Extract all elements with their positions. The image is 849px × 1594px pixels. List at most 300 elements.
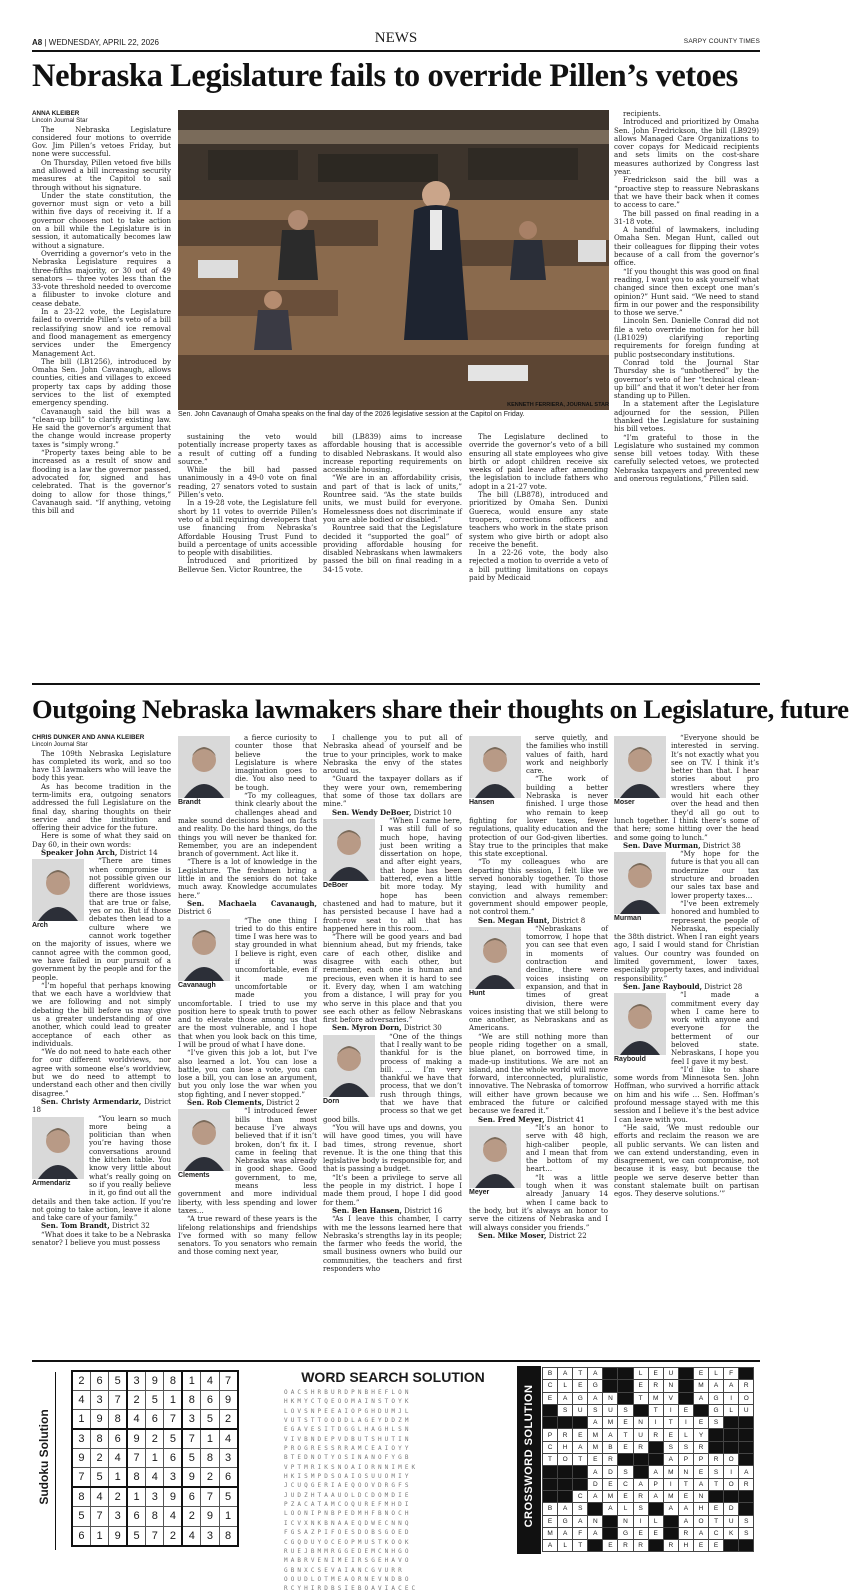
paragraph: The bill passed on final reading in a 31-18 vote. xyxy=(614,208,759,226)
sudoku-cell: 3 xyxy=(219,1449,237,1468)
crossword-cell: B xyxy=(543,1503,558,1515)
paragraph: “When I came here, I was still full of so much hope, having just been writing a dissertation on hope, and after eight years, that hope has been battered, even a little bit more today. My hope has been chastened and had to mature, but it has persisted because I have had a front-row seat to all that has happened here in this room… xyxy=(323,815,462,933)
wordsearch-row: OOUDLOTMEAORNEVNDBO xyxy=(284,1575,412,1583)
crossword-cell: A xyxy=(588,1490,603,1502)
paragraph: “We are still nothing more than people riding together on a small, blue planet, on borrowed time, in made-up institutions. We are not an island, and the whole world will move forward, interconnected, pluralistic, innovative. The Nebraska of tomorrow will either have grown because we embraced the future or calcified because we feared it.” xyxy=(469,1031,608,1116)
crossword-cell xyxy=(739,1417,754,1429)
crossword-label: CROSSWORD SOLUTION xyxy=(517,1366,541,1554)
crossword-cell: R xyxy=(558,1429,573,1441)
wordsearch-row: PZACATAMCOQUREFMHDI xyxy=(284,1501,412,1509)
paragraph: The bill (LB878), introduced and prioritized by Omaha Sen. Dunixi Guereca, would ensure any state troopers, corrections officers and teachers who work in the state prison system who give birth or adopt also receive the benefit. xyxy=(469,490,608,549)
sudoku-cell: 6 xyxy=(182,1487,200,1506)
brandt-headshot xyxy=(178,736,230,807)
crossword-cell xyxy=(603,1527,618,1539)
arch-headshot xyxy=(32,859,84,930)
wordsearch-row: VUTSTTOODDLAGEYDDZM xyxy=(284,1417,412,1425)
paragraph: “Guard the taxpayer dollars as if they were your own, remembering that some of those tax dollars are mine.” xyxy=(323,774,462,809)
paragraph: “We do not need to hate each other for our different worldviews, nor agree with someone else’s worldview, but we do need to attempt to understand each other and then civilly disagree.” xyxy=(32,1047,171,1098)
paragraph: “The one thing I tried to do this entire time I was here was to stay grounded in what I believe is right, even if it was uncomfortable, even if it made me uncomfortable or made you uncomfortable. I tried to use my position here to speak truth to power and to elevate those among us that are the most vulnerable, and I hope that when you look back on this time, I will be proud of what I have done. xyxy=(178,915,317,1049)
paragraph: “The work of building a better Nebraska is never finished. I urge those who remain to keep fighting for lower taxes, fewer regulations, quality education and the protection of our God-given liberties. Stay true to the principles that make this state exceptional. xyxy=(469,774,608,859)
crossword-cell: R xyxy=(663,1540,678,1552)
sudoku-cell: 2 xyxy=(127,1390,145,1409)
sudoku-cell: 1 xyxy=(182,1371,200,1390)
crossword-cell: S xyxy=(573,1503,588,1515)
crossword-cell xyxy=(633,1404,648,1416)
story2-col5: Moser “Everyone should be interested in serving. It’s not exactly what you see on TV. I think it’s better than that. I hear stories about pro wrestlers where they would hit each other over the head and then they’d all go out to lunch together. I think there’s some of that here; some hitting over the head and some going to lunch.” Sen. Dave Murman, District 38 Murman “My hope for the future is that you all can modernize our tax structure and broaden our sales tax base and lower property taxes… “I’ve been extremely honored and humbled to represent the people of Nebraska, especially the 38th district. When I ran eight years ago, I said I would stand for Christian values. Our country was founded on limited government, lower taxes, especially property taxes, and individual responsibility.” Sen. Jane Raybould, District 28 Raybould “I made a commitment every day when I came here to work with anyone and everyone for the betterment of our beloved state. Nebraskans, I hope you feel I gave it my best. “I’d like to share some words from Minnesota Sen. John Hoffman, who survived a horrific attack on him and his wife … Sen. Hoffman’s profound message stayed with me this session and I believe it’s the best advice I can leave with you. “He said, ‘We must redouble our efforts and reclaim the reason we are all public servants. We can listen and we can extend understanding, even in disagreement, we can compromise, not because it is easy, but because the people we serve deserve better than constant stalemate built on partisan egos. They deserve solutions.’” xyxy=(614,733,759,1199)
crossword-cell: D xyxy=(724,1503,739,1515)
paragraph: “He said, ‘We must redouble our efforts and reclaim the reason we are all public servants. We can listen and we can extend understanding, even in disagreement, we can compromise, not because it is easy, but because the people we serve deserve better than constant stalemate built on partisan egos. They deserve solutions.’” xyxy=(614,1122,759,1199)
story2-col1: CHRIS DUNKER AND ANNA KLEIBER Lincoln Journal Star The 109th Nebraska Legislature has completed its work, and so too have 13 lawmakers who will leave the body this year. As has become tradition in the term-limits era, outgoing senators addressed the full Legislature on the final day, sharing thoughts on their service and the institution and offering their advice for the future. Here is some of what they said on Day 60, in their own words: Speaker John Arch, District 14 Arch “There are times when compromise is not possible given our different worldviews, there are those issues that are true or false, yes or no. But if those debates then lead to a culture where we cannot work together on the majority of issues, where we cannot agree with the common good, we have failed in our pursuit of a government by the people and for the people. “I’m hopeful that perhaps knowing that we each have a worldview that we are following and not simply debating the bill before us may give us a greater understanding of one another, which could lead to greater acceptance of each other as individuals. “We do not need to hate each other for our different worldviews, nor agree with someone else’s worldview, but we do need to attempt to understand each other and then civilly disagree.” Sen. Christy Armendariz, District 18 Armendariz “You learn so much more being a politician than when you’re having those conversations around the kitchen table. You know very little about what’s really going on so if you really believe in it, go find out all the details and then take action. If you’re not going to take action, leave it alone and take care of your family.” Sen. Tom Brandt, District 32 “What does it take to be a Nebraska senator? I believe you must possess xyxy=(32,734,171,1248)
crossword-cell: A xyxy=(588,1466,603,1478)
sudoku-cell: 5 xyxy=(201,1410,219,1429)
sudoku-cell: 2 xyxy=(201,1468,219,1487)
crossword-cell: C xyxy=(618,1478,633,1490)
paragraph: “I’d like to share some words from Minnesota Sen. John Hoffman, who survived a horrific attack on him and his wife … Sen. Hoffman’s profound message stayed with me this session and I believe it’s the best advice I can leave with you. xyxy=(614,1064,759,1124)
sudoku-cell: 6 xyxy=(201,1390,219,1409)
crossword-cell: T xyxy=(543,1454,558,1466)
sudoku-cell: 8 xyxy=(182,1390,200,1409)
sudoku-cell: 3 xyxy=(72,1429,90,1448)
byline-affiliation: Lincoln Journal Star xyxy=(32,117,88,124)
crossword-cell xyxy=(618,1454,633,1466)
byline: ANNA KLEIBER xyxy=(32,110,80,117)
crossword-cell: S xyxy=(709,1417,724,1429)
paragraph: “If you thought this was good on final reading, I want you to ask yourself what changed since then except one man’s opinion?” Hunt said. “We need to stand firm in our power and the responsibility to those we serve.” xyxy=(614,266,759,318)
murman-headshot xyxy=(614,852,666,923)
crossword-cell: A xyxy=(693,1392,708,1404)
crossword-cell xyxy=(543,1417,558,1429)
paragraph: “Property taxes being able to be increased as a result of snow and flooding is a law the governor passed, advocated for, signed and has celebrated. That is the governor’s doing to allow for those things,” Cavanaugh said. “If anything, vetoing this bill and xyxy=(32,448,171,516)
crossword-cell: S xyxy=(663,1441,678,1453)
crossword-cell: A xyxy=(573,1441,588,1453)
wordsearch-row: JUDZHTAAUOLDCDOMDIE xyxy=(284,1491,412,1499)
crossword-cell: R xyxy=(633,1540,648,1552)
sudoku-cell: 1 xyxy=(90,1526,108,1545)
sudoku-cell: 7 xyxy=(90,1507,108,1526)
crossword-cell: N xyxy=(603,1392,618,1404)
crossword-cell: I xyxy=(678,1417,693,1429)
crossword-cell xyxy=(678,1368,693,1380)
sudoku-cell: 9 xyxy=(146,1371,164,1390)
sudoku-cell: 8 xyxy=(219,1526,237,1545)
sudoku-cell: 5 xyxy=(72,1507,90,1526)
crossword-cell xyxy=(739,1429,754,1441)
crossword-cell xyxy=(739,1503,754,1515)
legislature-photo xyxy=(178,110,609,410)
hansen-name-label: Hansen xyxy=(469,799,495,806)
crossword-cell: S xyxy=(709,1466,724,1478)
paragraph: “I’ve given this job a lot, but I’ve also learned a lot. You can lose a battle, you can lose a vote, you can lose a bill, you can lose an argument, but you only lose the war when you stop fighting, and I never stopped.” xyxy=(178,1048,317,1099)
sudoku-cell: 2 xyxy=(90,1449,108,1468)
crossword-cell: E xyxy=(693,1466,708,1478)
crossword-cell: E xyxy=(573,1380,588,1392)
crossword-cell: R xyxy=(648,1429,663,1441)
wordsearch-row: LOONIPNBPEDMHFBNOCH xyxy=(284,1510,412,1518)
crossword-cell: E xyxy=(618,1417,633,1429)
crossword-cell xyxy=(739,1368,754,1380)
paragraph: The Nebraska Legislature considered four motions to override Gov. Jim Pillen’s vetoes Friday, but none were successful. xyxy=(32,124,171,159)
paragraph: “There is a lot of knowledge in the Legislature. The freshmen bring a little in and the seniors do not take much away. Knowledge accumulates here.” xyxy=(178,857,317,900)
crossword-cell xyxy=(693,1404,708,1416)
sudoku-cell: 4 xyxy=(90,1487,108,1506)
paragraph: A handful of lawmakers, including Omaha Sen. Megan Hunt, called out their colleagues for flipping their votes because of a call from the governor’s office. xyxy=(614,225,759,268)
sudoku-cell: 8 xyxy=(109,1410,127,1429)
paragraph: Cavanaugh said the bill was a “clean-up bill” to clarify existing law. He said the governor’s argument that the change would increase property taxes is “simply wrong.” xyxy=(32,406,171,449)
crossword-cell: L xyxy=(618,1503,633,1515)
crossword-cell: S xyxy=(558,1404,573,1416)
paragraph: “There are times when compromise is not possible given our different worldviews, there are those issues that are true or false, yes or no. But if those debates then lead to a culture where we cannot work together on the majority of issues, where we cannot agree with the common good, we have failed in our pursuit of a government by the people and for the people. xyxy=(32,856,171,982)
crossword-cell xyxy=(558,1417,573,1429)
meyer-headshot xyxy=(469,1126,521,1197)
deboer-headshot xyxy=(323,819,375,890)
raybould-name-label: Raybould xyxy=(614,1056,646,1064)
paragraph: recipients. xyxy=(623,109,661,118)
crossword-cell: N xyxy=(678,1466,693,1478)
sudoku-cell: 6 xyxy=(164,1449,182,1468)
crossword-cell: L xyxy=(558,1380,573,1392)
paragraph: “What does it take to be a Nebraska senator? I believe you must possess xyxy=(32,1229,171,1248)
sudoku-cell: 2 xyxy=(146,1429,164,1448)
sudoku-cell: 5 xyxy=(146,1390,164,1409)
sudoku-cell: 6 xyxy=(219,1468,237,1487)
crossword-cell: E xyxy=(618,1490,633,1502)
sudoku-cell: 7 xyxy=(219,1371,237,1390)
paragraph: “My hope for the future is that you all can modernize our tax structure and broaden our sales tax base and lower property taxes… xyxy=(671,849,759,900)
paragraph: “I’m hopeful that perhaps knowing that we each have a worldview that we are following and not simply debating the bill before us may give us a greater understanding of one another, which could lead to greater acceptance of each other as individuals. xyxy=(32,980,171,1048)
paragraph: “It’s been a privilege to serve all the people in my district. I hope I made them proud, I hope I did good for them.” xyxy=(323,1172,462,1207)
wordsearch-row: CGQDUYOCEOPMUSTKOOK xyxy=(284,1538,412,1546)
crossword-cell: O xyxy=(558,1454,573,1466)
sudoku-cell: 6 xyxy=(90,1371,108,1390)
crossword-cell: T xyxy=(709,1515,724,1527)
crossword-cell xyxy=(709,1429,724,1441)
crossword-cell: A xyxy=(663,1503,678,1515)
crossword-cell: E xyxy=(618,1441,633,1453)
sudoku-cell: 2 xyxy=(219,1410,237,1429)
crossword-cell xyxy=(724,1441,739,1453)
crossword-cell: R xyxy=(633,1441,648,1453)
crossword-cell: U xyxy=(724,1515,739,1527)
sudoku-cell: 4 xyxy=(201,1371,219,1390)
wordsearch-row: PROGRESSRRAMCEAIOYY xyxy=(284,1445,412,1453)
crossword-cell xyxy=(648,1454,663,1466)
crossword-cell: T xyxy=(633,1392,648,1404)
crossword-cell: G xyxy=(709,1392,724,1404)
crossword-cell: I xyxy=(633,1515,648,1527)
crossword-cell: S xyxy=(618,1466,633,1478)
crossword-cell xyxy=(573,1417,588,1429)
crossword-cell: E xyxy=(573,1429,588,1441)
paragraph: “As I leave this chamber, I carry with me the lessons learned here that Nebraska’s strengths lay in its people; the farmer who feeds the world, the small business owners who build our communities, the teachers and first responders who xyxy=(323,1214,462,1273)
crossword-cell xyxy=(618,1368,633,1380)
crossword-cell: G xyxy=(709,1404,724,1416)
crossword-cell: A xyxy=(739,1466,754,1478)
puzzle-divider xyxy=(32,1360,760,1362)
dorn-name-label: Dorn xyxy=(323,1097,340,1105)
crossword-cell xyxy=(678,1392,693,1404)
crossword-cell: H xyxy=(693,1503,708,1515)
sudoku-cell: 5 xyxy=(219,1487,237,1506)
crossword-cell: T xyxy=(678,1478,693,1490)
crossword-cell: E xyxy=(648,1527,663,1539)
crossword-cell: E xyxy=(648,1368,663,1380)
crossword-cell: S xyxy=(739,1515,754,1527)
paragraph: “One of the things that I really want to be thankful for is the process of making a bill. … I’m very thankful we have that process, that we don’t rush through things, that we have that process so that we get good bills. xyxy=(323,1031,462,1124)
crossword-cell xyxy=(663,1527,678,1539)
paragraph: “A true reward of these years is the lifelong relationships and friendships I’ve formed with so many fellow senators. To you senators who remain and those coming next year, xyxy=(178,1214,317,1257)
crossword-cell: M xyxy=(543,1527,558,1539)
crossword-cell: I xyxy=(663,1404,678,1416)
crossword-cell: V xyxy=(663,1392,678,1404)
sudoku-cell: 7 xyxy=(146,1526,164,1545)
paragraph: In a 19-28 vote, the Legislature fell short by 11 votes to override Pillen’s veto of a bill requiring developers that use financing from Nebraska’s Affordable Housing Trust Fund to build a percentage of units accessible to people with disabilities. xyxy=(178,498,317,558)
paragraph: “It was a little tough when it was already January 14 when I came back to the body, but it’s always an honor to serve the citizens of Nebraska and I will always consider you friends.” xyxy=(469,1172,608,1232)
crossword-cell: H xyxy=(558,1441,573,1453)
wordsearch-row: BTEDNOTYOSINANOFYGB xyxy=(284,1454,412,1462)
paragraph: The 109th Nebraska Legislature has completed its work, and so too have 13 lawmakers who will leave the body this year. xyxy=(32,748,171,783)
crossword-cell: T xyxy=(663,1417,678,1429)
crossword-cell: T xyxy=(709,1478,724,1490)
crossword-cell xyxy=(588,1540,603,1552)
crossword-cell: H xyxy=(678,1540,693,1552)
crossword-cell: R xyxy=(693,1441,708,1453)
paragraph: The Legislature declined to override the governor’s veto of a bill ensuring all state employees who give birth or adopt children receive six weeks of paid leave after amending the legislation to include fathers who adopt in a 21-27 vote. xyxy=(469,432,608,491)
crossword-cell: E xyxy=(678,1404,693,1416)
armendariz-headshot xyxy=(32,1117,84,1188)
paragraph: “To my colleagues, think clearly about the challenges ahead and make sound decisions based on facts and reality. Do the hard things, do the things you will never be thanked for. Remember, you are an independent branch of government. Act like it. xyxy=(178,791,317,859)
paragraph: “You will have ups and downs, you will have good times, you will have bad times, strong revenue, short revenue. It is the one thing that this legislative body is responsible for, and that is passing a budget. xyxy=(323,1122,462,1174)
wordsearch-row: FGSAZPIFOESDOBSGOED xyxy=(284,1529,412,1537)
crossword-cell xyxy=(709,1441,724,1453)
crossword-cell xyxy=(739,1540,754,1552)
raybould-headshot xyxy=(614,993,666,1064)
sudoku-cell: 8 xyxy=(72,1487,90,1506)
crossword-cell: A xyxy=(724,1380,739,1392)
crossword-cell: C xyxy=(543,1380,558,1392)
crossword-cell: E xyxy=(709,1540,724,1552)
sudoku-cell: 5 xyxy=(109,1371,127,1390)
sudoku-cell: 4 xyxy=(219,1429,237,1448)
wordsearch-row: GBNXCSEVAIANCGVURR xyxy=(284,1566,405,1574)
page-number-date: A8 | WEDNESDAY, APRIL 22, 2026 xyxy=(32,38,159,47)
paragraph: sustaining the veto would potentially increase property taxes as a result of cutting off a funding source.” xyxy=(178,432,317,466)
paragraph: Under the state constitution, the governor must sign or veto a bill within five days of receiving it. If a governor chooses not to take action on a bill while the Legislature is in session, it automatically becomes law without a signature. xyxy=(32,190,171,250)
armendariz-name-label: Armendariz xyxy=(32,1179,71,1187)
sudoku-cell: 4 xyxy=(127,1410,145,1429)
sudoku-cell: 4 xyxy=(72,1390,90,1409)
crossword-cell xyxy=(678,1380,693,1392)
paragraph: “It’s an honor to serve with 48 high, high-caliber people, and I mean that from the bottom of my heart… xyxy=(526,1122,608,1174)
crossword-cell xyxy=(543,1404,558,1416)
sudoku-cell: 1 xyxy=(164,1390,182,1409)
crossword-cell: A xyxy=(709,1380,724,1392)
crossword-cell: R xyxy=(739,1380,754,1392)
crossword-cell: E xyxy=(543,1392,558,1404)
crossword-cell: U xyxy=(603,1404,618,1416)
crossword-cell: R xyxy=(618,1540,633,1552)
cavanaugh-headshot xyxy=(178,919,230,990)
crossword-cell: M xyxy=(663,1466,678,1478)
sudoku-cell: 8 xyxy=(201,1449,219,1468)
crossword-cell: L xyxy=(724,1404,739,1416)
crossword-cell: M xyxy=(693,1380,708,1392)
sudoku-cell: 5 xyxy=(90,1468,108,1487)
crossword-cell: R xyxy=(739,1478,754,1490)
story1-col2 xyxy=(178,433,317,678)
crossword-cell: G xyxy=(588,1380,603,1392)
paragraph: Overriding a governor’s veto in the Nebraska Legislature requires a three-fifths majority, or 30 out of 49 senators — three votes less than the 33-vote threshold needed to overcome a filibuster to invoke cloture and cease debate. xyxy=(32,248,171,308)
crossword-cell: N xyxy=(693,1490,708,1502)
story1-col1 xyxy=(32,110,171,678)
crossword-cell: B xyxy=(603,1441,618,1453)
crossword-cell: T xyxy=(573,1540,588,1552)
crossword-cell: I xyxy=(724,1392,739,1404)
sudoku-cell: 3 xyxy=(201,1526,219,1545)
paragraph: “I’m grateful to those in the Legislature who sustained my common sense bill vetoes today. With these carefully selected vetoes, we protected Nebraska taxpayers and prevented new and onerous regulations,” Pillen said. xyxy=(614,432,759,484)
crossword-cell: F xyxy=(724,1368,739,1380)
paragraph: In a 22-26 vote, the body also rejected a motion to override a veto of a bill putting limitations on copays paid by Medicaid xyxy=(469,548,608,583)
crossword-cell xyxy=(573,1466,588,1478)
sudoku-cell: 5 xyxy=(182,1449,200,1468)
byline-affiliation: Lincoln Journal Star xyxy=(32,741,88,748)
crossword-cell xyxy=(648,1503,663,1515)
crossword-cell xyxy=(558,1478,573,1490)
crossword-cell: M xyxy=(603,1490,618,1502)
sudoku-cell: 7 xyxy=(201,1487,219,1506)
crossword-cell: R xyxy=(709,1454,724,1466)
crossword-cell: E xyxy=(603,1478,618,1490)
crossword-cell: M xyxy=(603,1417,618,1429)
arch-name-label: Arch xyxy=(32,922,48,930)
crossword-cell: G xyxy=(573,1392,588,1404)
sudoku-cell: 9 xyxy=(90,1410,108,1429)
sudoku-cell: 7 xyxy=(182,1429,200,1448)
crossword-cell: N xyxy=(588,1515,603,1527)
cavanaugh-name-label: Cavanaugh xyxy=(178,981,216,989)
crossword-cell xyxy=(724,1540,739,1552)
paragraph: “We are in an affordability crisis, and part of that is lack of units,” Rountree said. “As the state builds units, we must build for everyone. Homelessness does not discriminate if you are able bodied or disabled.” xyxy=(323,473,462,524)
paragraph: “I made a commitment every day when I came here to work with anyone and everyone for the betterment of our beloved state. Nebraskans, I hope you feel I gave it my best. xyxy=(671,990,759,1066)
sudoku-cell: 8 xyxy=(164,1371,182,1390)
paragraph: “There will be good years and bad biennium ahead, but my friends, take care of each other, dislike and disagree with each other, but remember, each one is human and precious, even when it is hard to see it. Every day, when I am watching from a distance, I will pray for you who serve in this place and that you see each other as fellow Nebraskans first before adversaries.” xyxy=(323,932,462,1025)
crossword-cell: A xyxy=(573,1515,588,1527)
crossword-cell: D xyxy=(603,1466,618,1478)
paragraph: The bill (LB1256), introduced by Omaha Sen. John Cavanaugh, allows counties, cities and villages to exceed property tax caps by adding those services to the list of exempted emergency spending. xyxy=(32,356,171,408)
crossword-cell xyxy=(739,1454,754,1466)
crossword-cell: L xyxy=(633,1368,648,1380)
clements-headshot xyxy=(178,1109,230,1180)
hunt-headshot xyxy=(469,927,521,998)
crossword-cell: P xyxy=(648,1478,663,1490)
crossword-cell: A xyxy=(648,1490,663,1502)
paragraph: bill (LB839) aims to increase affordable housing that is accessible to disabled Nebraskans. It would also increase reporting requirements on accessible housing. xyxy=(323,432,462,475)
moser-headshot xyxy=(614,736,666,807)
paragraph: “Nebraskans of tomorrow, I hope that you can see that even in moments of contraction and decline, there were voices insisting on expansion, and that in times of great division, there were voices insisting that we still belong to one another, as Nebraskans and as Americans. xyxy=(469,923,608,1033)
sudoku-cell: 9 xyxy=(182,1468,200,1487)
crossword-cell: C xyxy=(573,1490,588,1502)
wordsearch-row: VIVBNDEPVDBUTSHUTIN xyxy=(284,1435,412,1443)
crossword-cell xyxy=(603,1380,618,1392)
paragraph: Here is some of what they said on Day 60, in their own words: xyxy=(32,831,171,849)
sudoku-cell: 3 xyxy=(182,1410,200,1429)
moser-name-label: Moser xyxy=(614,799,635,806)
sudoku-cell: 4 xyxy=(146,1468,164,1487)
crossword-cell xyxy=(648,1540,663,1552)
crossword-cell: A xyxy=(693,1527,708,1539)
story1-headline: Nebraska Legislature fails to override Pillen’s vetoes xyxy=(32,58,738,94)
crossword-cell: A xyxy=(588,1368,603,1380)
crossword-cell: S xyxy=(618,1404,633,1416)
crossword-cell: I xyxy=(663,1478,678,1490)
crossword-cell: A xyxy=(588,1527,603,1539)
paper-name: SARPY COUNTY TIMES xyxy=(683,38,760,45)
sudoku-cell: 4 xyxy=(164,1507,182,1526)
sudoku-cell: 1 xyxy=(146,1449,164,1468)
sudoku-cell: 2 xyxy=(72,1371,90,1390)
wordsearch-row: OACSHRBURDPNBHEFLON xyxy=(284,1389,412,1396)
sudoku-cell: 9 xyxy=(127,1429,145,1448)
hunt-name-label: Hunt xyxy=(469,989,485,997)
crossword-cell: S xyxy=(588,1404,603,1416)
hansen-headshot xyxy=(469,736,521,807)
crossword-cell xyxy=(663,1515,678,1527)
story-divider xyxy=(32,683,760,685)
wordsearch-row: RUEJBMMRGGEDEMCNHGO xyxy=(284,1547,412,1555)
crossword-cell xyxy=(588,1503,603,1515)
paragraph: While the bill had passed unanimously in a 49-0 vote on final reading, 27 senators voted to sustain Pillen’s veto. xyxy=(178,465,317,500)
crossword-cell: U xyxy=(663,1368,678,1380)
crossword-cell: L xyxy=(709,1368,724,1380)
paragraph: serve quietly, and the families who instill values of faith, hard work and neighborly care. xyxy=(526,733,608,776)
byline: CHRIS DUNKER AND ANNA KLEIBER xyxy=(32,734,145,741)
crossword-cell: A xyxy=(693,1478,708,1490)
crossword-cell: C xyxy=(709,1527,724,1539)
sudoku-cell: 2 xyxy=(182,1507,200,1526)
crossword-cell: Y xyxy=(693,1429,708,1441)
sudoku-cell: 1 xyxy=(201,1429,219,1448)
meyer-name-label: Meyer xyxy=(469,1188,490,1196)
crossword-cell: O xyxy=(724,1454,739,1466)
crossword-cell: S xyxy=(633,1503,648,1515)
crossword-cell: A xyxy=(603,1503,618,1515)
wordsearch-row: JCUQGERIAEQOOVDRGFS xyxy=(284,1482,412,1490)
deboer-name-label: DeBoer xyxy=(323,881,348,889)
crossword-cell: A xyxy=(543,1540,558,1552)
crossword-cell: D xyxy=(588,1478,603,1490)
sudoku-cell: 9 xyxy=(219,1390,237,1409)
crossword-cell: A xyxy=(648,1466,663,1478)
story1-col3 xyxy=(323,433,462,678)
crossword-cell xyxy=(724,1490,739,1502)
crossword-cell: A xyxy=(663,1454,678,1466)
sudoku-cell: 7 xyxy=(127,1449,145,1468)
crossword-cell: I xyxy=(724,1466,739,1478)
sudoku-cell: 4 xyxy=(109,1449,127,1468)
sudoku-cell: 9 xyxy=(201,1507,219,1526)
sudoku-cell: 9 xyxy=(164,1487,182,1506)
crossword-cell: L xyxy=(648,1515,663,1527)
crossword-grid xyxy=(542,1367,754,1552)
crossword-cell: A xyxy=(633,1478,648,1490)
photo-credit: KENNETH FERRIERA, JOURNAL STAR xyxy=(507,402,609,408)
sudoku-cell: 9 xyxy=(72,1449,90,1468)
crossword-cell: R xyxy=(678,1527,693,1539)
crossword-cell: O xyxy=(693,1515,708,1527)
crossword-cell: N xyxy=(633,1417,648,1429)
crossword-cell: E xyxy=(543,1515,558,1527)
crossword-cell: A xyxy=(603,1429,618,1441)
sudoku-cell: 6 xyxy=(146,1410,164,1429)
